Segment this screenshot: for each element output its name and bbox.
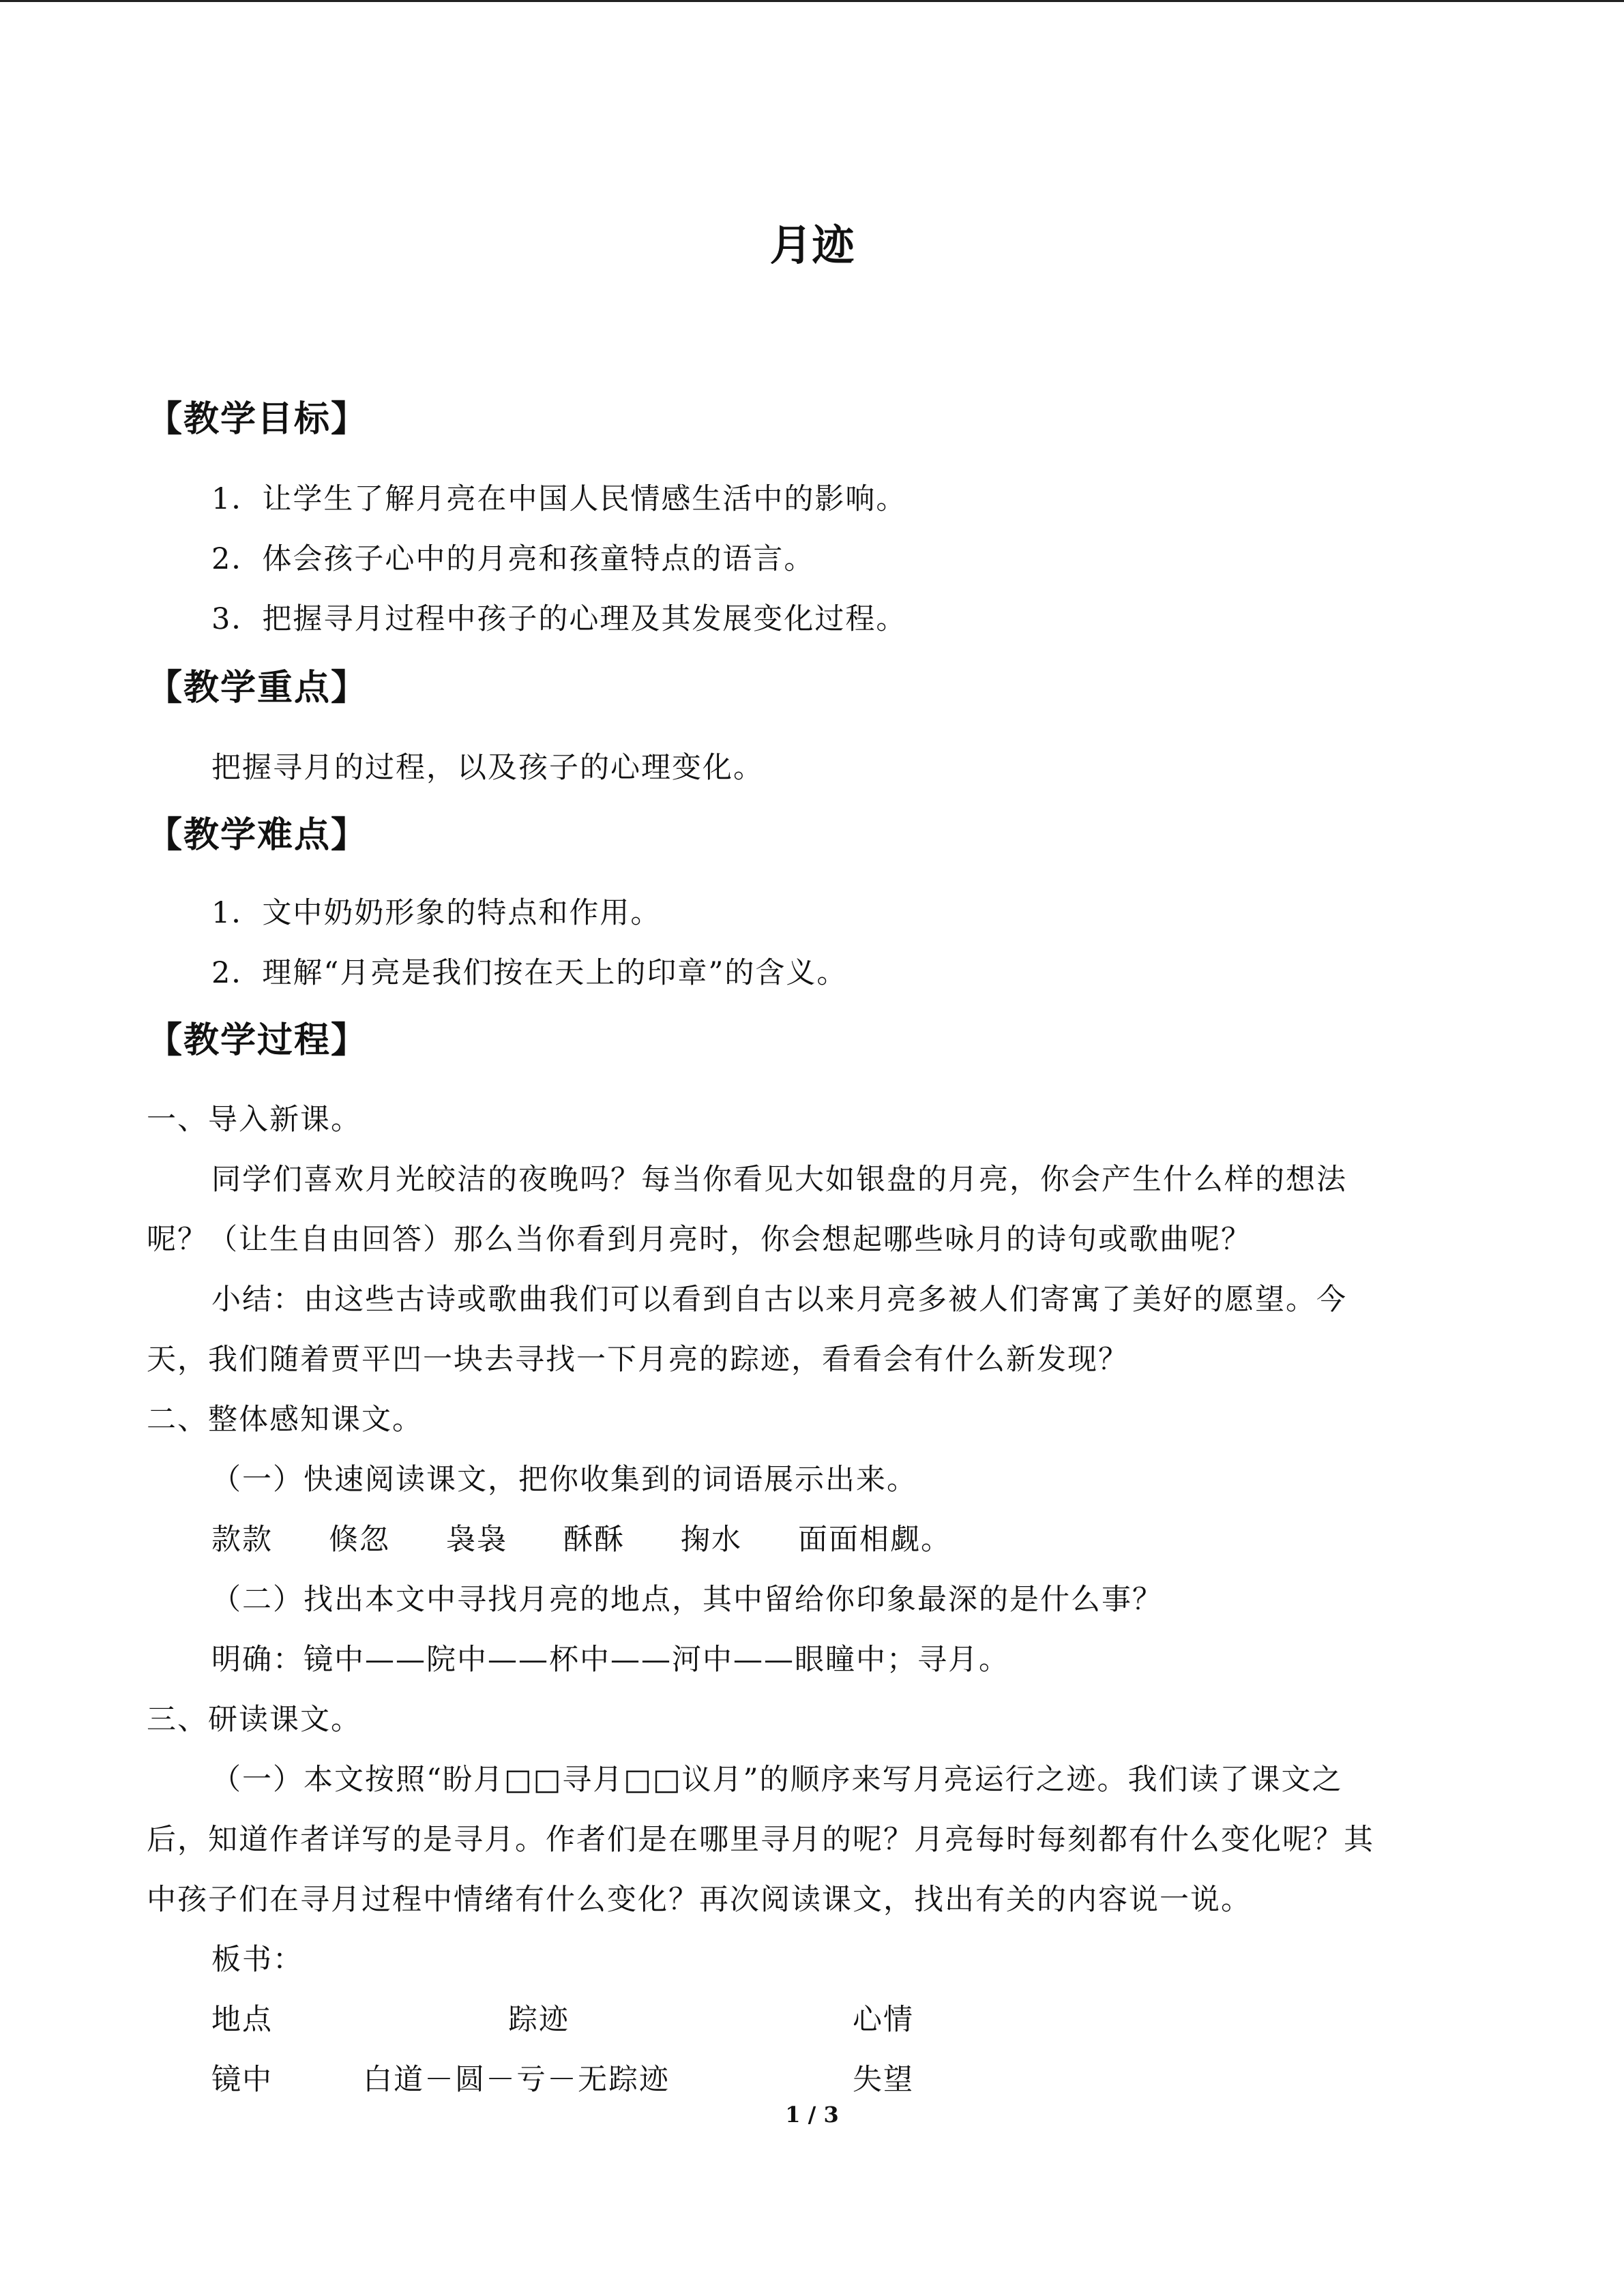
- difficulty-item: 2．理解“月亮是我们按在天上的印章”的含义。: [211, 956, 848, 990]
- paragraph-line: 小结：由这些古诗或歌曲我们可以看到自古以来月亮多被人们寄寓了美好的愿望。今: [211, 1283, 1347, 1317]
- step3-title: 三、研读课文。: [147, 1703, 361, 1737]
- question-line: （二）找出本文中寻找月亮的地点，其中留给你印象最深的是什么事？: [211, 1583, 1163, 1617]
- vocabulary-list: [211, 1517, 1007, 1558]
- board-row: [211, 2057, 1235, 2098]
- paragraph-line: 同学们喜欢月光皎洁的夜晚吗？每当你看见大如银盘的月亮，你会产生什么样的想法: [211, 1163, 1347, 1197]
- step2-title: 二、整体感知课文。: [147, 1403, 423, 1437]
- paragraph-line: 呢？（让生自由回答）那么当你看到月亮时，你会想起哪些咏月的诗句或歌曲呢？: [147, 1223, 1252, 1257]
- board-cell-mood: 失望: [853, 2063, 914, 2097]
- question-line: （一）快速阅读课文，把你收集到的词语展示出来。: [211, 1463, 917, 1497]
- paragraph-line: 后，知道作者详写的是寻月。作者们是在哪里寻月的呢？月亮每时每刻都有什么变化呢？其: [147, 1823, 1374, 1857]
- paragraph-line: 中孩子们在寻月过程中情绪有什么变化？再次阅读课文，找出有关的内容说一说。: [147, 1883, 1252, 1917]
- step1-title: 一、导入新课。: [147, 1103, 361, 1137]
- board-header-trace: 踪迹: [508, 2003, 570, 2037]
- board-header-location: 地点: [211, 2003, 273, 2037]
- vocabulary-word: 款款: [211, 1523, 273, 1557]
- board-header-row: [211, 1997, 1235, 2038]
- key-points-heading: 【教学重点】: [147, 668, 368, 709]
- vocabulary-word: 掬水: [681, 1523, 742, 1557]
- vocabulary-word: 倏忽: [329, 1523, 390, 1557]
- goals-heading: 【教学目标】: [147, 399, 368, 440]
- board-header-mood: 心情: [853, 2003, 914, 2037]
- vocabulary-word: 袅袅: [446, 1523, 507, 1557]
- key-points-text: 把握寻月的过程，以及孩子的心理变化。: [211, 751, 764, 785]
- goal-item: 3．把握寻月过程中孩子的心理及其发展变化过程。: [211, 602, 907, 636]
- goal-item: 1．让学生了解月亮在中国人民情感生活中的影响。: [211, 482, 907, 516]
- difficulties-heading: 【教学难点】: [147, 815, 368, 856]
- board-label: 板书：: [211, 1943, 304, 1977]
- board-cell-trace: 白道－圆－亏－无踪迹: [363, 2063, 670, 2097]
- process-heading: 【教学过程】: [147, 1020, 368, 1061]
- difficulty-item: 1．文中奶奶形象的特点和作用。: [211, 896, 662, 930]
- vocabulary-word: 酥酥: [563, 1523, 625, 1557]
- paragraph-line: （一）本文按照“盼月□□寻月□□议月”的顺序来写月亮运行之迹。我们读了课文之: [211, 1763, 1343, 1797]
- board-cell-location: 镜中: [211, 2063, 273, 2097]
- vocabulary-word: 面面相觑。: [798, 1523, 951, 1557]
- page-number: 1 / 3: [785, 2102, 839, 2128]
- page-title: 月迹: [769, 220, 855, 270]
- paragraph-line: 天，我们随着贾平凹一块去寻找一下月亮的踪迹，看看会有什么新发现？: [147, 1343, 1129, 1377]
- answer-line: 明确：镜中——院中——杯中——河中——眼瞳中；寻月。: [211, 1643, 1009, 1677]
- goal-item: 2．体会孩子心中的月亮和孩童特点的语言。: [211, 542, 815, 576]
